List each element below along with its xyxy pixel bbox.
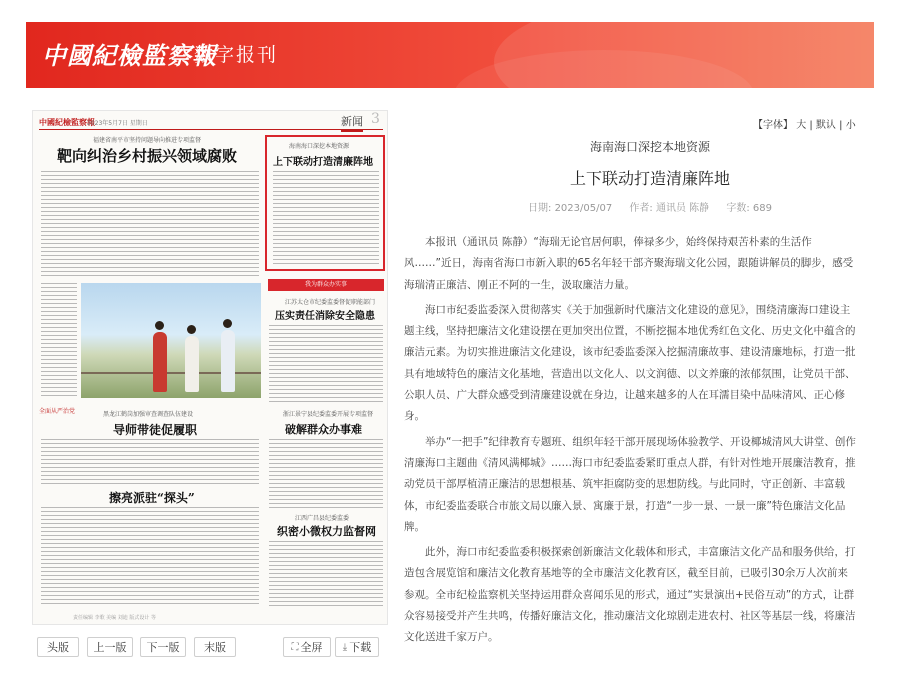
- top-banner: [26, 22, 874, 88]
- article-meta: [420, 199, 880, 214]
- story2-headline[interactable]: 上下联动打造清廉阵地: [273, 157, 373, 168]
- prev-page-button[interactable]: 上一版: [87, 637, 133, 657]
- photo-side-text: [41, 283, 77, 398]
- fullscreen-icon: ⛶: [291, 641, 299, 653]
- photo-person-3: [221, 330, 235, 392]
- paper-header-rule: [39, 129, 383, 130]
- story5-body[interactable]: [269, 439, 383, 509]
- font-size-separator: |: [809, 120, 816, 131]
- font-size-separator-2: |: [839, 120, 846, 131]
- article-author: 通讯员 陈静: [655, 203, 710, 214]
- paper-date-line: 2023年5月7日 星期日: [87, 120, 148, 127]
- photo-person-1: [153, 332, 167, 392]
- article-paragraph: 海口市纪委监委深入贯彻落实《关于加强新时代廉洁文化建设的意见》，围绕清廉海口建设主题主线，坚持把廉洁文化建设摆在更加突出位置，不断挖掘本地优秀红色文化、历史文化中蕴含的廉洁元素。为切实推进廉洁文化建设，该市纪委监委深入挖掘清廉故事、建设清廉地标，打造一批具有地域特色的廉洁文化基地，营造出以文化人、以文润德、以文养廉的浓郁氛围，让党员干部、公职人员、广大群众感受到清廉建设就在身边，让越来越多的人在耳濡目染中品味清风、正心修身。: [404, 303, 856, 423]
- story3-kicker: 江苏太仓市纪委监委督促职能部门: [285, 299, 376, 306]
- story4-body[interactable]: [41, 439, 259, 485]
- font-size-switcher: [753, 116, 856, 131]
- story5-headline[interactable]: 破解群众办事难: [285, 423, 362, 436]
- story4-headline[interactable]: 导师带徒促履职: [113, 423, 198, 437]
- font-size-label: 【字体】: [753, 120, 793, 131]
- photo-person-1-head: [155, 321, 164, 330]
- article-date: 2023/05/07: [554, 203, 613, 214]
- story1-kicker: 福建省南平市坚持问题导向推进专项监督: [93, 137, 202, 144]
- column-band-label: 全面从严治党: [39, 408, 76, 415]
- last-page-button[interactable]: 末版: [194, 637, 236, 657]
- fullscreen-label: 全屏: [300, 641, 323, 654]
- column-ribbon: 我为群众办实事: [268, 279, 384, 291]
- article-words-label: 字数:: [726, 203, 750, 214]
- brand-subtitle: 数字报刊: [194, 44, 279, 66]
- story7-headline[interactable]: 织密小微权力监督网: [277, 525, 376, 538]
- font-size-large[interactable]: 大: [796, 120, 807, 131]
- download-icon: ⤓: [342, 641, 348, 653]
- paper-masthead: 中國紀檢監察報: [39, 117, 95, 127]
- story3-body[interactable]: [269, 325, 383, 403]
- article-body: [404, 232, 856, 650]
- article-date-label: 日期:: [528, 203, 552, 214]
- article-paragraph: 此外，海口市纪委监委积极探索创新廉洁文化载体和形式，丰富廉洁文化产品和服务供给，打造包含展览馆和廉洁文化教育基地等的全市廉洁文化教育区，截至目前，已吸引30余万人次前来参观。全市纪检监察机关坚持运用群众喜闻乐见的形式，通过“实景演出+民俗互动”的方式，让群众容易接受并产生共鸣，传播好廉洁文化，推动廉洁文化琼剧走进农村、社区等基层一线，将廉洁文化送进千家万户。: [404, 546, 856, 644]
- brand-logo[interactable]: 中國紀檢監察報: [42, 41, 217, 70]
- story3-headline[interactable]: 压实责任消除安全隐患: [275, 311, 375, 322]
- story7-body[interactable]: [269, 541, 383, 607]
- font-size-small[interactable]: 小: [845, 120, 856, 131]
- article-word-count: 689: [752, 203, 772, 214]
- news-photo[interactable]: [81, 283, 261, 398]
- paper-footer: 责任编辑 李歌 美编 刘迪 版式设计 等: [73, 615, 156, 621]
- story5-kicker: 浙江景宁县纪委监委开展专项监督: [283, 411, 374, 418]
- article-author-label: 作者:: [629, 203, 653, 214]
- article-title: 上下联动打造清廉阵地: [569, 169, 730, 188]
- download-label: 下载: [349, 641, 372, 654]
- story6-body[interactable]: [41, 507, 259, 607]
- story6-headline[interactable]: 擦亮派驻“探头”: [109, 491, 195, 505]
- story4-kicker: 黑龙江鹤岗加强审查调查队伍建设: [103, 411, 194, 418]
- font-size-default[interactable]: 默认: [815, 120, 836, 131]
- photo-person-3-head: [223, 319, 232, 328]
- photo-person-2: [185, 336, 199, 392]
- article-paragraph: 本报讯（通讯员 陈静）“海瑞无论官居何职，俸禄多少，始终保持艰苦朴素的生活作风……”近日，海南省海口市新入职的65名年轻干部齐聚海瑞文化公园，跟随讲解员的脚步，感受海瑞清正廉洁、刚正不阿的一生，汲取廉洁力量。: [404, 236, 854, 291]
- article-kicker: 海南海口深挖本地资源: [589, 140, 710, 154]
- first-page-button[interactable]: 头版: [37, 637, 79, 657]
- story2-kicker: 海南海口深挖本地资源: [289, 143, 350, 150]
- story1-headline[interactable]: 靶向纠治乡村振兴领域腐败: [57, 147, 238, 165]
- next-page-button[interactable]: 下一版: [140, 637, 186, 657]
- fullscreen-button[interactable]: [283, 637, 331, 657]
- story1-body[interactable]: [41, 171, 259, 276]
- newspaper-page-view[interactable]: [32, 110, 388, 625]
- story7-kicker: 江西广昌县纪委监委: [295, 515, 350, 522]
- photo-person-2-head: [187, 325, 196, 334]
- story2-body[interactable]: [273, 171, 379, 265]
- paper-page-number: 3: [371, 111, 380, 127]
- paper-section-name: 新闻: [341, 113, 363, 132]
- download-button[interactable]: [335, 637, 379, 657]
- article-paragraph: 举办“一把手”纪律教育专题班、组织年轻干部开展现场体验教学、开设椰城清风大讲堂、创作清廉海口主题曲《清风满椰城》……海口市纪委监委紧盯重点人群，有针对性地开展廉洁教育，推动党员干部厚植清正廉洁的思想根基、筑牢拒腐防变的思想防线。与此同时，守正创新、丰富载体，市纪委监委联合市旅文局以廉入景、寓廉于景，打造“一步一景、一景一廉”特色廉洁文化品牌。: [404, 435, 856, 533]
